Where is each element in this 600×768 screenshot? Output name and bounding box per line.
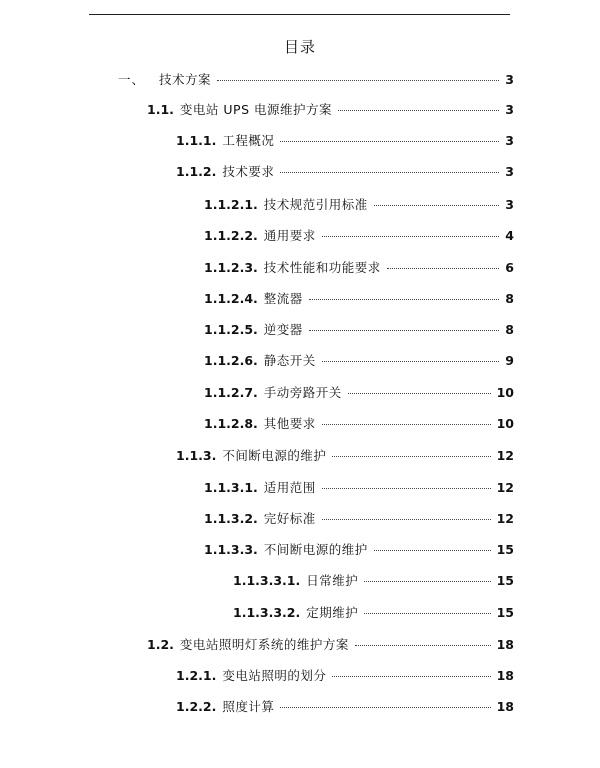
toc-entry-page: 4 xyxy=(505,228,514,243)
toc-entry[interactable] xyxy=(204,351,514,371)
toc-entry-page: 8 xyxy=(505,322,514,337)
toc-entry-page: 15 xyxy=(496,542,514,557)
toc-entry-label: 变电站照明的划分 xyxy=(222,668,327,683)
toc-leader-dots xyxy=(309,330,499,331)
toc-entry[interactable] xyxy=(204,258,514,278)
toc-entry-label: 日常维护 xyxy=(306,573,359,588)
toc-entry[interactable] xyxy=(204,195,514,215)
toc-entry-label: 变电站 UPS 电源维护方案 xyxy=(179,102,332,117)
toc-entry-number: 1.1.2.5. xyxy=(204,322,258,337)
toc-entry-number: 1.1.3.3.2. xyxy=(233,605,301,620)
toc-leader-dots xyxy=(280,172,499,173)
toc-entry-page: 3 xyxy=(505,164,514,179)
toc-entry[interactable] xyxy=(204,226,514,246)
toc-leader-dots xyxy=(348,393,491,394)
toc-entry[interactable] xyxy=(204,540,514,560)
toc-entry-label: 手动旁路开关 xyxy=(263,385,342,400)
toc-entry[interactable] xyxy=(204,478,514,498)
toc-entry-label: 工程概况 xyxy=(222,133,275,148)
toc-entry-number: 1.1.2. xyxy=(176,164,217,179)
toc-entry[interactable] xyxy=(233,603,514,623)
toc-leader-dots xyxy=(387,268,499,269)
toc-entry[interactable] xyxy=(176,697,514,717)
toc-entry-label: 整流器 xyxy=(263,291,303,306)
toc-entry-label: 技术性能和功能要求 xyxy=(263,260,381,275)
toc-entry-number: 1.1.2.2. xyxy=(204,228,258,243)
toc-entry-page: 18 xyxy=(496,699,514,714)
toc-entry[interactable] xyxy=(147,635,514,655)
toc-entry-page: 6 xyxy=(505,260,514,275)
toc-entry[interactable] xyxy=(233,571,514,591)
toc-entry-number: 1.1.3.1. xyxy=(204,480,258,495)
toc-leader-dots xyxy=(364,613,490,614)
toc-entry-page: 15 xyxy=(496,605,514,620)
toc-entry[interactable] xyxy=(176,162,514,182)
toc-entry[interactable] xyxy=(204,414,514,434)
toc-leader-dots xyxy=(364,581,490,582)
toc-entry[interactable] xyxy=(204,289,514,309)
toc-leader-dots xyxy=(322,361,499,362)
toc-leader-dots xyxy=(322,519,491,520)
toc-entry-page: 18 xyxy=(496,668,514,683)
toc-entry-page: 9 xyxy=(505,353,514,368)
toc-entry-number: 1.1.2.1. xyxy=(204,197,258,212)
toc-entry[interactable] xyxy=(176,446,514,466)
toc-entry[interactable] xyxy=(147,100,514,120)
toc-entry-number: 1.1.2.7. xyxy=(204,385,258,400)
toc-entry-page: 12 xyxy=(496,511,514,526)
toc-entry[interactable] xyxy=(204,320,514,340)
toc-entry-number: 1.1.3.2. xyxy=(204,511,258,526)
toc-entry-page: 3 xyxy=(505,102,514,117)
toc-entry[interactable] xyxy=(204,509,514,529)
toc-entry-label: 逆变器 xyxy=(263,322,303,337)
toc-entry-number: 1.1.3.3. xyxy=(204,542,258,557)
toc-entry-label: 技术要求 xyxy=(222,164,275,179)
toc-entry[interactable] xyxy=(204,383,514,403)
toc-entry-page: 18 xyxy=(496,637,514,652)
toc-leader-dots xyxy=(322,236,499,237)
toc-entry-label: 技术方案 xyxy=(159,72,212,87)
toc-entry[interactable] xyxy=(176,131,514,151)
toc-entry-number: 1.1.2.3. xyxy=(204,260,258,275)
toc-entry-label: 照度计算 xyxy=(222,699,275,714)
toc-entry-page: 3 xyxy=(505,133,514,148)
toc-leader-dots xyxy=(322,488,491,489)
toc-leader-dots xyxy=(332,456,490,457)
toc-entry-label: 完好标准 xyxy=(263,511,316,526)
toc-leader-dots xyxy=(374,205,499,206)
toc-entry-page: 8 xyxy=(505,291,514,306)
toc-entry-page: 3 xyxy=(505,197,514,212)
toc-entry-number: 1.1.2.6. xyxy=(204,353,258,368)
toc-entry-number: 1.1.2.8. xyxy=(204,416,258,431)
toc-leader-dots xyxy=(355,645,491,646)
top-rule xyxy=(89,14,510,15)
toc-entry-label: 定期维护 xyxy=(306,605,359,620)
toc-title: 目录 xyxy=(283,38,316,56)
toc-entry-number: 1.2.2. xyxy=(176,699,217,714)
toc-entry-page: 3 xyxy=(505,72,514,87)
toc-entry-page: 10 xyxy=(496,416,514,431)
toc-entry-number: 1.2.1. xyxy=(176,668,217,683)
toc-entry-label: 适用范围 xyxy=(263,480,316,495)
toc-leader-dots xyxy=(332,676,490,677)
toc-entry-label: 其他要求 xyxy=(263,416,316,431)
toc-entry-page: 12 xyxy=(496,480,514,495)
toc-entry-label: 静态开关 xyxy=(263,353,316,368)
toc-leader-dots xyxy=(338,110,499,111)
toc-entry-number: 1.2. xyxy=(147,637,174,652)
toc-entry-number: 1.1.3.3.1. xyxy=(233,573,301,588)
toc-leader-dots xyxy=(217,80,499,81)
toc-entry-number: 1.1. xyxy=(147,102,174,117)
toc-entry-label: 不间断电源的维护 xyxy=(222,448,327,463)
toc-entry-label: 不间断电源的维护 xyxy=(263,542,368,557)
toc-leader-dots xyxy=(322,424,491,425)
toc-leader-dots xyxy=(309,299,499,300)
toc-entry-number: 1.1.3. xyxy=(176,448,217,463)
toc-entry-label: 通用要求 xyxy=(263,228,316,243)
toc-entry[interactable] xyxy=(176,666,514,686)
toc-entry[interactable] xyxy=(118,70,514,90)
toc-entry-page: 12 xyxy=(496,448,514,463)
toc-entry-page: 15 xyxy=(496,573,514,588)
toc-entry-number: 一、 xyxy=(118,72,146,87)
toc-entry-number: 1.1.2.4. xyxy=(204,291,258,306)
toc-entry-label: 变电站照明灯系统的维护方案 xyxy=(179,637,349,652)
toc-entry-label: 技术规范引用标准 xyxy=(263,197,368,212)
toc-leader-dots xyxy=(374,550,491,551)
toc-entry-page: 10 xyxy=(496,385,514,400)
toc-entry-number: 1.1.1. xyxy=(176,133,217,148)
toc-leader-dots xyxy=(280,707,490,708)
toc-leader-dots xyxy=(280,141,499,142)
